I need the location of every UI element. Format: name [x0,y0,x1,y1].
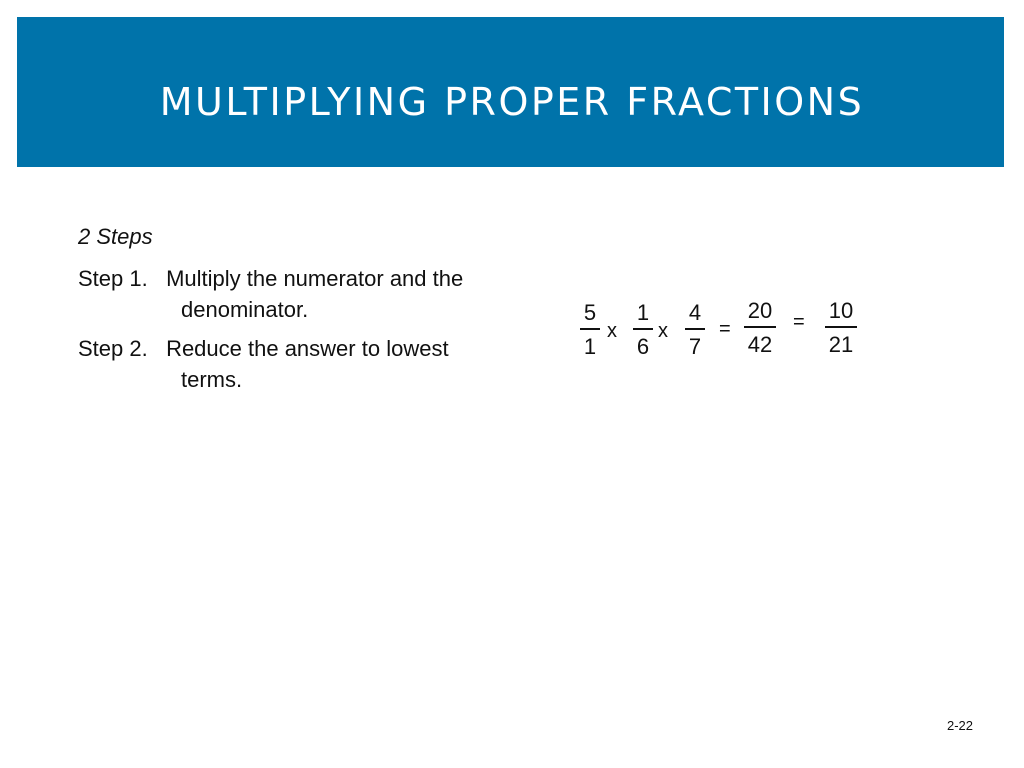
step-1-label: Step 1. [78,266,148,291]
fraction-5 [825,296,857,360]
fraction-1-numerator: 5 [580,298,600,330]
step-1-text-line-1: Multiply the numerator and the [166,266,464,291]
multiply-operator-1: x [607,320,617,342]
step-2 [78,333,449,395]
slide-title: MULTIPLYING PROPER FRACTIONS [159,80,865,124]
step-1-text-line-2: denominator. [181,297,309,322]
page-number: 2-22 [946,718,973,733]
steps-heading: 2 Steps [78,224,153,249]
fraction-5-numerator: 10 [825,296,857,328]
step-2-text-line-1: Reduce the answer to lowest [166,336,449,361]
fraction-5-denominator: 21 [828,332,854,357]
step-2-text-line-2: terms. [181,367,243,392]
fraction-2-denominator: 6 [636,334,650,359]
fraction-3-denominator: 7 [688,334,702,359]
equals-operator-2: = [793,311,805,333]
step-2-label: Step 2. [78,336,148,361]
fraction-3-numerator: 4 [685,298,705,330]
fraction-4-denominator: 42 [747,332,773,357]
multiply-operator-2: x [658,320,668,342]
fraction-2 [633,298,653,362]
fraction-4 [744,296,776,360]
fraction-2-numerator: 1 [633,298,653,330]
fraction-1-denominator: 1 [583,334,597,359]
fraction-4-numerator: 20 [744,296,776,328]
step-1 [78,263,463,325]
fraction-1 [580,298,600,362]
fraction-3 [685,298,705,362]
equals-operator-1: = [719,318,731,340]
